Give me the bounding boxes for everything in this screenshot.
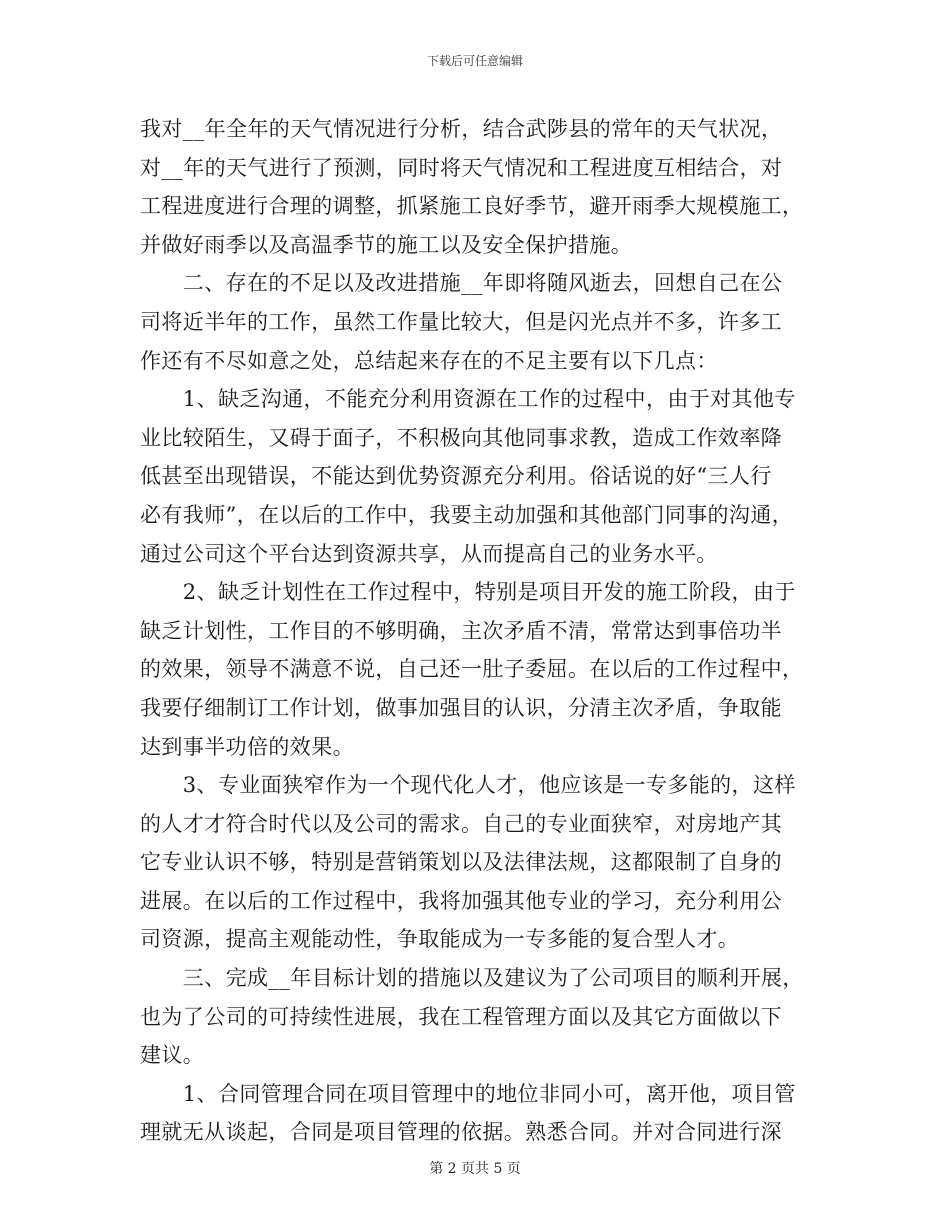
text-line: 进展。在以后的工作过程中，我将加强其他专业的学习，充分利用公 [140,888,782,913]
text-line: 司将近半年的工作，虽然工作量比较大，但是闪光点并不多，许多工 [140,309,782,334]
text-line: 1、缺乏沟通，不能充分利用资源在工作的过程中，由于对其他专 [140,387,796,412]
text-line: 建议。 [140,1043,205,1068]
text-line: 业比较陌生，又碍于面子，不积极向其他同事求教，造成工作效率降 [140,425,782,450]
text-line: 3、专业面狭窄作为一个现代化人才，他应该是一专多能的，这样 [140,773,796,798]
text-line: 达到事半功倍的效果。 [140,734,354,759]
text-line: 作还有不尽如意之处，总结起来存在的不足主要有以下几点： [140,348,718,373]
text-line: 2、缺乏计划性在工作过程中，特别是项目开发的施工阶段，由于 [140,580,796,605]
text-line: 司资源，提高主观能动性，争取能成为一专多能的复合型人才。 [140,927,740,952]
text-line: 低甚至出现错误，不能达到优势资源充分利用。俗话说的好“三人行 [140,464,772,489]
text-line: 的效果，领导不满意不说，自己还一肚子委屈。在以后的工作过程中， [140,657,804,682]
text-line: 理就无从谈起，合同是项目管理的依据。熟悉合同。并对合同进行深 [140,1120,782,1145]
text-line: 必有我师”，在以后的工作中，我要主动加强和其他部门同事的沟通， [140,502,794,527]
text-line: 工程进度进行合理的调整，抓紧施工良好季节，避开雨季大规模施工， [140,194,804,219]
text-line: 缺乏计划性，工作目的不够明确，主次矛盾不清，常常达到事倍功半 [140,618,782,643]
text-line: 三、完成__年目标计划的措施以及建议为了公司项目的顺利开展， [140,966,804,991]
document-body [140,110,820,1152]
text-line: 我要仔细制订工作计划，做事加强目的认识，分清主次矛盾，争取能 [140,695,782,720]
text-line: 的人才才符合时代以及公司的需求。自己的专业面狭窄，对房地产其 [140,811,782,836]
text-line: 二、存在的不足以及改进措施__年即将随风逝去，回想自己在公 [140,271,783,296]
page-footer: 第 2 页共 5 页 [429,1161,521,1177]
text-line: 也为了公司的可持续性进展，我在工程管理方面以及其它方面做以下 [140,1004,782,1029]
text-line: 1、合同管理合同在项目管理中的地位非同小可，离开他，项目管 [140,1081,796,1106]
text-line: 并做好雨季以及高温季节的施工以及安全保护措施。 [140,232,633,257]
text-line: 通过公司这个平台达到资源共享，从而提高自己的业务水平。 [140,541,718,566]
page-header: 下载后可任意编辑 [426,54,523,68]
text-line: 对__年的天气进行了预测，同时将天气情况和工程进度互相结合，对 [140,155,783,180]
text-line: 我对__年全年的天气情况进行分析，结合武陟县的常年的天气状况， [140,117,783,141]
text-line: 它专业认识不够，特别是营销策划以及法律法规，这都限制了自身的 [140,850,782,875]
